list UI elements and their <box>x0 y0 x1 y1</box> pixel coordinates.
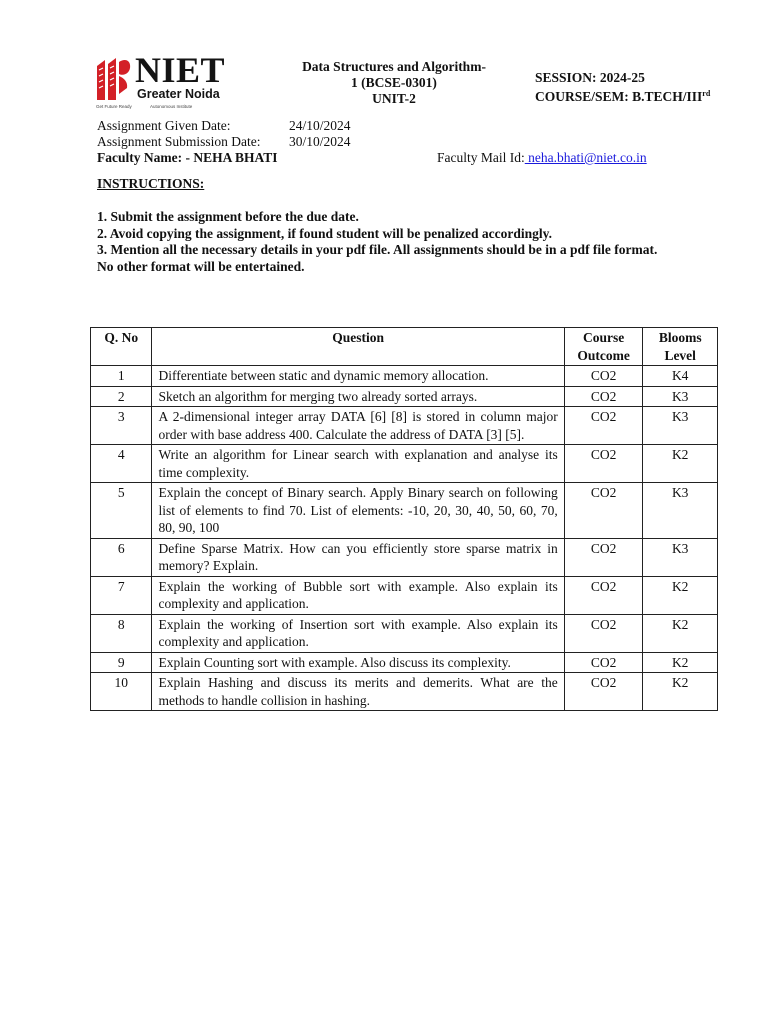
title-line-2: 1 (BCSE-0301) <box>351 75 437 90</box>
header-qno: Q. No <box>91 328 152 366</box>
blooms-cell: K2 <box>643 652 718 673</box>
instructions-heading: INSTRUCTIONS: <box>97 176 205 191</box>
header-outcome: Course Outcome <box>564 328 643 366</box>
mail-link[interactable]: neha.bhati@niet.co.in <box>524 150 647 165</box>
logo-tagline-right: Autonomous Institute <box>150 104 193 109</box>
table-row <box>91 614 718 652</box>
submission-date-label: Assignment Submission Date: <box>97 134 261 149</box>
qno-cell: 4 <box>91 445 152 483</box>
blooms-cell: K3 <box>643 538 718 576</box>
question-cell: Write an algorithm for Linear search with explanation and analyse its time complexity. <box>152 445 564 483</box>
table-row <box>91 445 718 483</box>
given-date-label: Assignment Given Date: <box>97 118 231 133</box>
qno-cell: 8 <box>91 614 152 652</box>
table-row <box>91 386 718 407</box>
qno-cell: 1 <box>91 366 152 387</box>
niet-emblem-icon <box>95 56 133 104</box>
table-row <box>91 538 718 576</box>
table-row <box>91 652 718 673</box>
blooms-cell: K2 <box>643 445 718 483</box>
instruction-line: 1. Submit the assignment before the due date. <box>97 209 359 224</box>
outcome-cell: CO2 <box>564 538 643 576</box>
outcome-cell: CO2 <box>564 407 643 445</box>
question-cell: Explain the working of Insertion sort with example. Also explain its complexity and application. <box>152 614 564 652</box>
header-blooms: Blooms Level <box>643 328 718 366</box>
instructions-list <box>97 209 697 275</box>
header-question: Question <box>152 328 564 366</box>
qno-cell: 10 <box>91 673 152 711</box>
logo-tagline-left: Get Future Ready <box>96 104 132 109</box>
logo-place: Greater Noida <box>137 87 220 101</box>
session-info <box>535 70 710 105</box>
niet-logo <box>95 50 235 114</box>
course-sem-sup: rd <box>702 89 711 98</box>
outcome-cell: CO2 <box>564 614 643 652</box>
table-row <box>91 673 718 711</box>
outcome-cell: CO2 <box>564 445 643 483</box>
question-cell: A 2-dimensional integer array DATA [6] [8] is stored in column major order with base address 400. Calculate the address of DATA [3] [5]. <box>152 407 564 445</box>
title-line-3: UNIT-2 <box>372 91 416 106</box>
course-sem <box>535 86 710 105</box>
qno-cell: 2 <box>91 386 152 407</box>
outcome-cell: CO2 <box>564 652 643 673</box>
blooms-cell: K2 <box>643 614 718 652</box>
document-title <box>290 59 498 107</box>
instruction-line: 3. Mention all the necessary details in your pdf file. All assignments should be in a pdf file format. <box>97 242 658 257</box>
table-header-row <box>91 328 718 366</box>
blooms-cell: K3 <box>643 407 718 445</box>
question-cell: Define Sparse Matrix. How can you efficiently store sparse matrix in memory? Explain. <box>152 538 564 576</box>
outcome-cell: CO2 <box>564 576 643 614</box>
question-cell: Differentiate between static and dynamic memory allocation. <box>152 366 564 387</box>
qno-cell: 7 <box>91 576 152 614</box>
qno-cell: 5 <box>91 483 152 539</box>
faculty-name: Faculty Name: - NEHA BHATI <box>97 150 278 165</box>
qno-cell: 9 <box>91 652 152 673</box>
title-line-1: Data Structures and Algorithm- <box>302 59 486 74</box>
blooms-cell: K2 <box>643 576 718 614</box>
table-row <box>91 407 718 445</box>
instruction-line: 2. Avoid copying the assignment, if found student will be penalized accordingly. <box>97 225 553 241</box>
outcome-cell: CO2 <box>564 386 643 407</box>
question-cell: Explain Counting sort with example. Also discuss its complexity. <box>152 652 564 673</box>
question-cell: Explain the concept of Binary search. Apply Binary search on following list of elements to find 70. List of elements: -10, 20, 30, 40, 50, 60, 70, 80, 90, 100 <box>152 483 564 539</box>
course-sem-text: COURSE/SEM: B.TECH/III <box>535 89 703 104</box>
outcome-cell: CO2 <box>564 673 643 711</box>
blooms-cell: K2 <box>643 673 718 711</box>
table-row <box>91 366 718 387</box>
blooms-cell: K3 <box>643 483 718 539</box>
mail-label: Faculty Mail Id: <box>437 150 525 165</box>
question-cell: Sketch an algorithm for merging two already sorted arrays. <box>152 386 564 407</box>
question-cell: Explain the working of Bubble sort with example. Also explain its complexity and application. <box>152 576 564 614</box>
submission-date-value: 30/10/2024 <box>289 134 351 149</box>
table-row <box>91 576 718 614</box>
qno-cell: 3 <box>91 407 152 445</box>
logo-wordmark: NIET <box>135 50 226 90</box>
question-table <box>90 327 718 711</box>
question-cell: Explain Hashing and discuss its merits and demerits. What are the methods to handle collision in hashing. <box>152 673 564 711</box>
table-row <box>91 483 718 539</box>
given-date-value: 24/10/2024 <box>289 118 351 133</box>
session-label: SESSION: 2024-25 <box>535 70 645 85</box>
blooms-cell: K3 <box>643 386 718 407</box>
faculty-mail <box>437 150 647 166</box>
qno-cell: 6 <box>91 538 152 576</box>
instruction-line: No other format will be entertained. <box>97 258 305 274</box>
outcome-cell: CO2 <box>564 483 643 539</box>
blooms-cell: K4 <box>643 366 718 387</box>
outcome-cell: CO2 <box>564 366 643 387</box>
